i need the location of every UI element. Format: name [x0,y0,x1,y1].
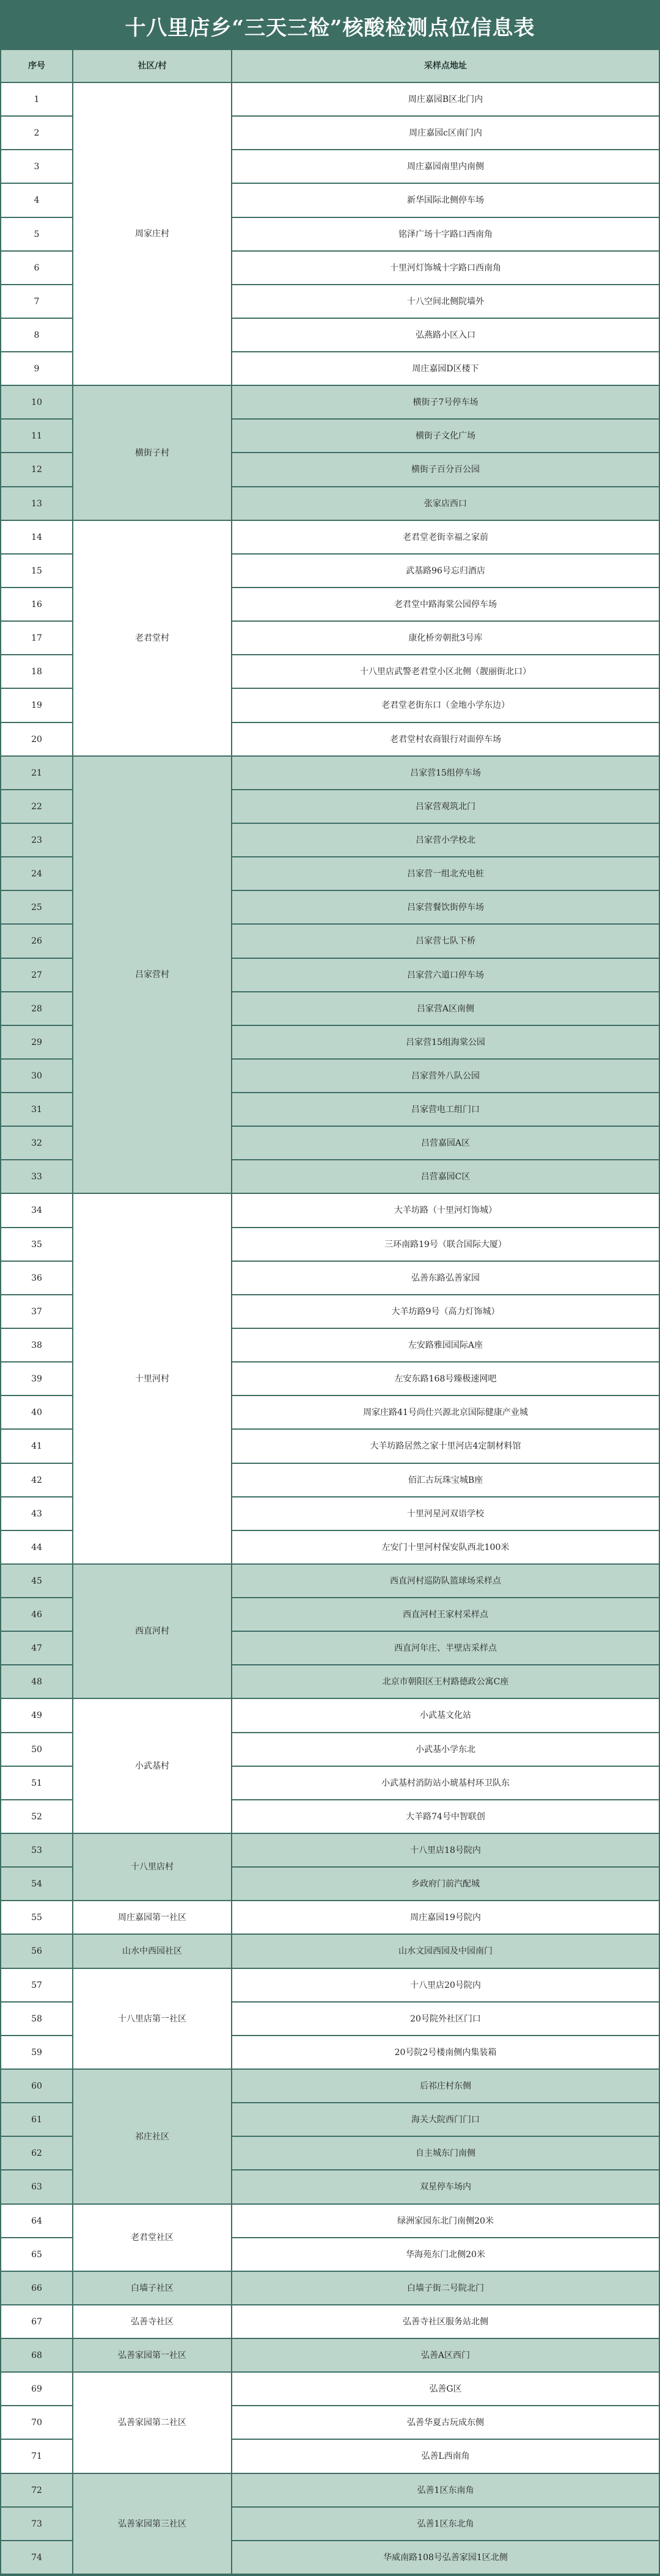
row-address: 弘善华夏古玩成东侧 [232,2406,659,2440]
row-seq: 4 [1,184,73,218]
row-seq: 1 [1,83,73,117]
row-seq: 12 [1,453,73,487]
row-address: 老君堂村农商银行对面停车场 [232,723,659,757]
row-address: 周家庄路41号尚仕兴源北京国际健康产业城 [232,1396,659,1430]
community-name: 弘善家园第一社区 [73,2339,232,2373]
row-seq: 3 [1,150,73,184]
row-seq: 68 [1,2339,73,2373]
row-seq: 28 [1,992,73,1026]
row-seq: 38 [1,1329,73,1363]
community-name: 十里河村 [73,1194,232,1565]
row-address: 康化桥旁朝批3号库 [232,622,659,655]
community-name: 老君堂村 [73,521,232,757]
row-address: 华海苑东门北侧20米 [232,2238,659,2272]
community-name: 周庄嘉园第一社区 [73,1901,232,1935]
row-address: 吕家营餐饮街停车场 [232,891,659,925]
community-name: 十八里店村 [73,1834,232,1901]
community-name: 老君堂社区 [73,2205,232,2272]
row-address: 弘燕路小区入口 [232,319,659,352]
row-address: 吕家营观筑北门 [232,790,659,824]
community-name: 白墙子社区 [73,2272,232,2305]
row-seq: 71 [1,2440,73,2474]
row-address: 小武基小学东北 [232,1733,659,1767]
row-seq: 30 [1,1060,73,1093]
row-address: 吕家营一组北充电桩 [232,857,659,891]
row-seq: 7 [1,285,73,319]
row-address: 周庄嘉园D区楼下 [232,352,659,386]
community-name: 周家庄村 [73,83,232,386]
row-seq: 21 [1,757,73,790]
row-address: 吕家营15组停车场 [232,757,659,790]
row-address: 三环南路19号（联合国际大厦） [232,1228,659,1262]
row-address: 西直河村王家村采样点 [232,1598,659,1632]
row-seq: 59 [1,2036,73,2070]
row-address: 吕家营A区南侧 [232,992,659,1026]
row-address: 吕家营15组海棠公园 [232,1026,659,1060]
row-address: 横街子百分百公园 [232,453,659,487]
row-address: 吕家营电工组门口 [232,1093,659,1127]
row-address: 十里河星河双语学校 [232,1497,659,1531]
header-community: 社区/村 [73,50,232,83]
row-seq: 60 [1,2070,73,2103]
row-seq: 17 [1,622,73,655]
row-seq: 5 [1,218,73,252]
row-seq: 65 [1,2238,73,2272]
community-name: 横街子村 [73,386,232,521]
row-seq: 48 [1,1665,73,1699]
row-seq: 14 [1,521,73,555]
row-seq: 58 [1,2003,73,2036]
row-address: 横街子7号停车场 [232,386,659,420]
row-address: 新华国际北侧停车场 [232,184,659,218]
row-address: 左安门十里河村保安队西北100米 [232,1531,659,1565]
row-seq: 26 [1,925,73,959]
row-seq: 41 [1,1430,73,1464]
row-seq: 22 [1,790,73,824]
row-address: 弘善1区东南角 [232,2474,659,2508]
row-address: 吕营嘉园A区 [232,1127,659,1160]
row-seq: 8 [1,319,73,352]
row-seq: 50 [1,1733,73,1767]
row-address: 乡政府门前汽配城 [232,1868,659,1901]
row-seq: 53 [1,1834,73,1868]
row-seq: 29 [1,1026,73,1060]
row-address: 周庄嘉园c区南门内 [232,117,659,150]
row-seq: 45 [1,1565,73,1598]
row-seq: 9 [1,352,73,386]
row-address: 北京市朝阳区王村路德政公寓C座 [232,1665,659,1699]
row-address: 老君堂中路海棠公园停车场 [232,588,659,622]
community-name: 小武基村 [73,1699,232,1834]
row-seq: 62 [1,2137,73,2170]
row-address: 十里河灯饰城十字路口西南角 [232,252,659,285]
row-seq: 72 [1,2474,73,2508]
row-seq: 34 [1,1194,73,1228]
row-seq: 15 [1,555,73,588]
row-seq: 32 [1,1127,73,1160]
row-address: 铭泽广场十字路口西南角 [232,218,659,252]
row-address: 弘善1区东北角 [232,2508,659,2541]
row-address: 张家店西口 [232,487,659,521]
row-address: 西直河年庄、半壁店采样点 [232,1632,659,1665]
row-seq: 57 [1,1969,73,2003]
row-seq: 6 [1,252,73,285]
row-seq: 2 [1,117,73,150]
community-name: 弘善家园第三社区 [73,2474,232,2575]
row-address: 老君堂老街幸福之家前 [232,521,659,555]
row-seq: 66 [1,2272,73,2305]
header-seq: 序号 [1,50,73,83]
row-seq: 74 [1,2541,73,2575]
row-address: 大羊坊路9号（高力灯饰城） [232,1295,659,1329]
row-seq: 42 [1,1464,73,1497]
row-address: 华威南路108号弘善家园1区北侧 [232,2541,659,2575]
row-seq: 39 [1,1363,73,1396]
row-seq: 54 [1,1868,73,1901]
row-seq: 56 [1,1935,73,1969]
row-address: 西直河村巡防队篮球场采样点 [232,1565,659,1598]
row-seq: 49 [1,1699,73,1733]
row-seq: 51 [1,1767,73,1800]
row-address: 弘善G区 [232,2373,659,2406]
row-seq: 11 [1,420,73,453]
row-address: 小武基村消防站小琥基村环卫队东 [232,1767,659,1800]
row-seq: 44 [1,1531,73,1565]
row-seq: 52 [1,1800,73,1834]
table-grid [1,50,659,2575]
row-seq: 47 [1,1632,73,1665]
row-address: 弘善寺社区服务站北侧 [232,2305,659,2339]
row-address: 绿洲家园东北门南侧20米 [232,2205,659,2238]
row-seq: 35 [1,1228,73,1262]
row-address: 横街子文化广场 [232,420,659,453]
row-address: 周庄嘉园19号院内 [232,1901,659,1935]
community-name: 吕家营村 [73,757,232,1194]
row-address: 双星停车场内 [232,2170,659,2205]
row-address: 吕家营六道口停车场 [232,959,659,992]
row-address: 吕家营七队下桥 [232,925,659,959]
row-address: 弘善A区西门 [232,2339,659,2373]
community-name: 祁庄社区 [73,2070,232,2205]
row-address: 吕家营外八队公园 [232,1060,659,1093]
row-seq: 31 [1,1093,73,1127]
community-name: 十八里店第一社区 [73,1969,232,2070]
row-seq: 63 [1,2170,73,2205]
row-address: 佰汇古玩珠宝城B座 [232,1464,659,1497]
row-seq: 55 [1,1901,73,1935]
row-address: 后祁庄村东侧 [232,2070,659,2103]
community-name: 山水中西园社区 [73,1935,232,1969]
row-seq: 33 [1,1160,73,1194]
row-address: 弘善L西南角 [232,2440,659,2474]
row-seq: 18 [1,655,73,689]
community-name: 西直河村 [73,1565,232,1699]
row-seq: 27 [1,959,73,992]
row-address: 海关大院西门门口 [232,2103,659,2137]
row-address: 武基路96号忘归酒店 [232,555,659,588]
row-seq: 67 [1,2305,73,2339]
row-address: 十八空间北侧院墙外 [232,285,659,319]
row-seq: 73 [1,2508,73,2541]
row-address: 十八里店武警老君堂小区北侧（靓丽街北口） [232,655,659,689]
row-seq: 70 [1,2406,73,2440]
row-address: 大羊路74号中智联创 [232,1800,659,1834]
header-address: 采样点地址 [232,50,659,83]
row-seq: 24 [1,857,73,891]
row-address: 十八里店20号院内 [232,1969,659,2003]
row-seq: 40 [1,1396,73,1430]
row-address: 老君堂老街东口（金地小学东边） [232,689,659,723]
row-address: 吕营嘉园C区 [232,1160,659,1194]
row-address: 山水文园西园及中园南门 [232,1935,659,1969]
row-address: 小武基文化站 [232,1699,659,1733]
row-seq: 23 [1,824,73,857]
row-seq: 20 [1,723,73,757]
row-address: 左安路雅园国际A座 [232,1329,659,1363]
row-seq: 25 [1,891,73,925]
row-seq: 43 [1,1497,73,1531]
table-title: 十八里店乡“三天三检”核酸检测点位信息表 [1,1,659,50]
row-seq: 46 [1,1598,73,1632]
row-seq: 19 [1,689,73,723]
row-address: 周庄嘉园B区北门内 [232,83,659,117]
community-name: 弘善家园第二社区 [73,2373,232,2474]
row-address: 大羊坊路居然之家十里河店4定制材料馆 [232,1430,659,1464]
row-seq: 69 [1,2373,73,2406]
row-seq: 10 [1,386,73,420]
row-address: 20号院外社区门口 [232,2003,659,2036]
row-seq: 37 [1,1295,73,1329]
row-address: 白墙子街二号院北门 [232,2272,659,2305]
row-seq: 36 [1,1262,73,1295]
row-address: 左安东路168号臻极速网吧 [232,1363,659,1396]
row-seq: 64 [1,2205,73,2238]
row-seq: 61 [1,2103,73,2137]
row-address: 自主城东门南侧 [232,2137,659,2170]
row-address: 周庄嘉园南里内南侧 [232,150,659,184]
row-seq: 13 [1,487,73,521]
row-seq: 16 [1,588,73,622]
row-address: 吕家营小学校北 [232,824,659,857]
row-address: 20号院2号楼南侧内集装箱 [232,2036,659,2070]
row-address: 十八里店18号院内 [232,1834,659,1868]
row-address: 弘善东路弘善家园 [232,1262,659,1295]
community-name: 弘善寺社区 [73,2305,232,2339]
row-address: 大羊坊路（十里河灯饰城） [232,1194,659,1228]
